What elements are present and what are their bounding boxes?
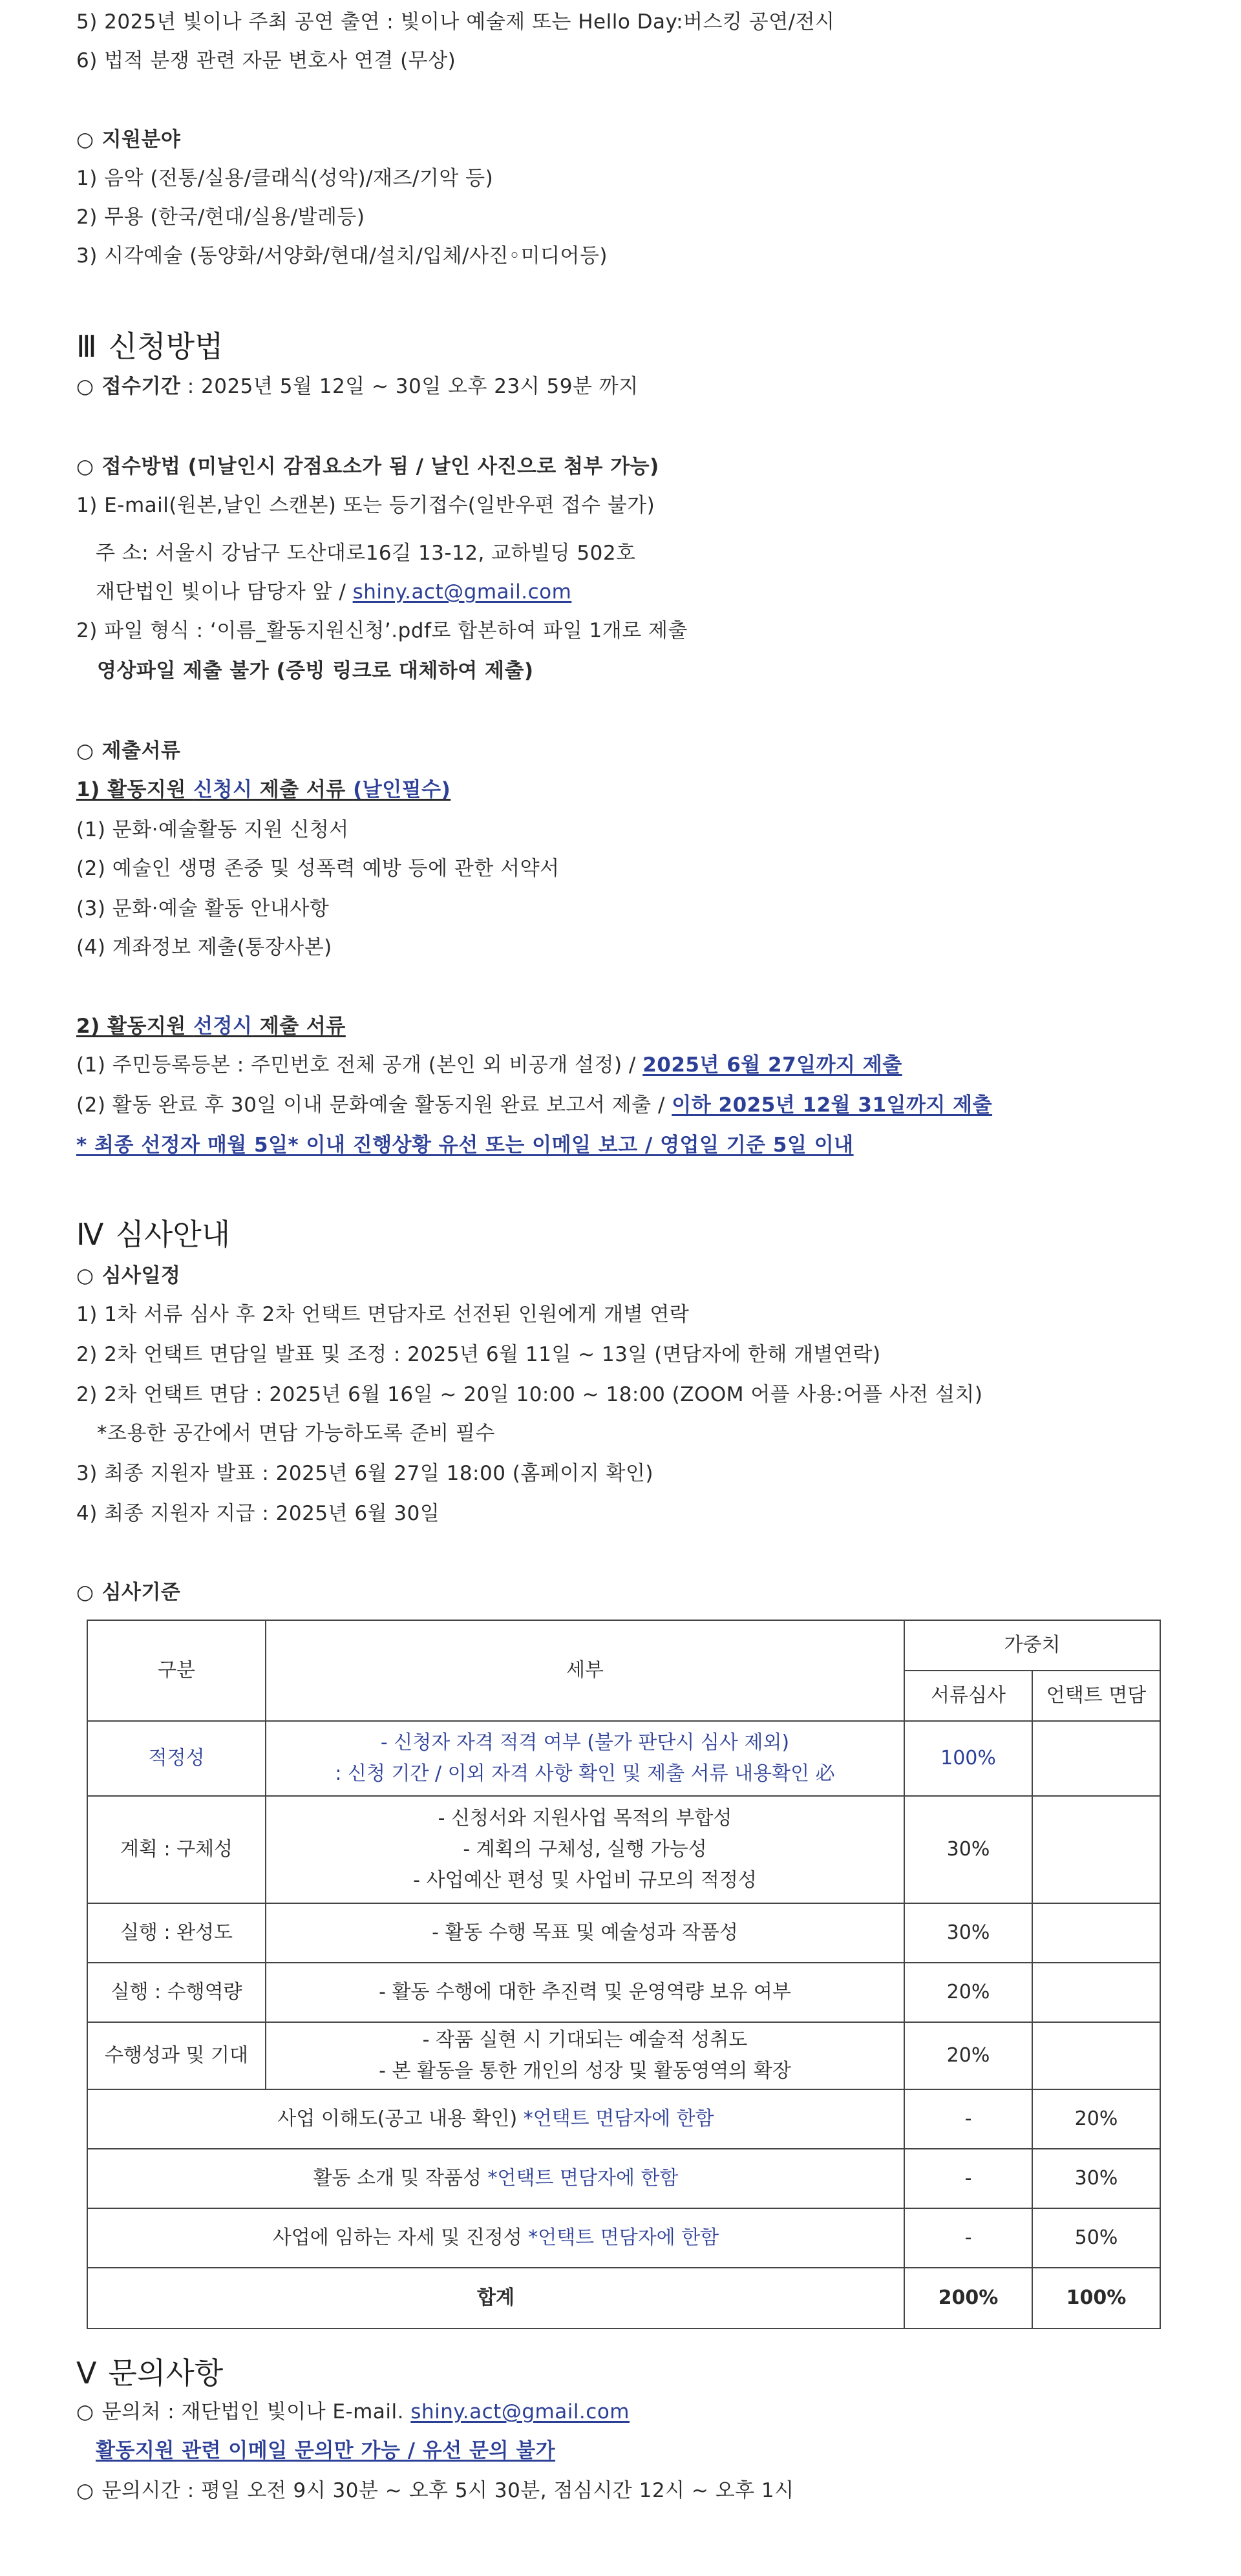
row-detail: - 신청서와 지원사업 목적의 부합성 - 계획의 구체성, 실행 가능성 - 사업예산 편성 및 사업비 규모의 적정성 [266, 1796, 904, 1903]
document-item: (3) 문화·예술 활동 안내사항 [76, 897, 330, 920]
section-4-heading: Ⅳ 심사안내 [76, 1217, 231, 1252]
schedule-item: 2) 2차 언택트 면담일 발표 및 조정 : 2025년 6월 11일 ~ 13일 (면담자에 한해 개별연락) [76, 1343, 881, 1366]
row-category: 수행성과 및 기대 [87, 2022, 266, 2089]
selection-document-item: (1) 주민등록등본 : 주민번호 전체 공개 (본인 외 비공개 설정) / 2025년 6월 27일까지 제출 [76, 1053, 902, 1077]
schedule-item: 4) 최종 지원자 지급 : 2025년 6월 30일 [76, 1502, 440, 1525]
row-untact-weight: 50% [1032, 2208, 1160, 2268]
email-link[interactable]: shiny.act@gmail.com [352, 580, 572, 604]
total-label: 합계 [87, 2268, 904, 2328]
document-item: (2) 예술인 생명 존중 및 성폭력 예방 등에 관한 서약서 [76, 857, 560, 880]
table-row [87, 2149, 1160, 2208]
application-method-subheading: ○ 접수방법 (미날인시 감점요소가 됨 / 날인 사진으로 첨부 가능) [76, 455, 659, 478]
circle-outline-icon: ○ [76, 2400, 94, 2423]
video-note: 영상파일 제출 불가 (증빙 링크로 대체하여 제출) [97, 659, 534, 682]
documents-subheading: ○ 제출서류 [76, 739, 181, 763]
row-category: 실행 : 수행역량 [87, 1963, 266, 2022]
row-detail: - 신청자 자격 적격 여부 (불가 판단시 심사 제외) : 신청 기간 / 이외 자격 사항 확인 및 제출 서류 내용확인 必 [266, 1721, 904, 1796]
fields-item: 3) 시각예술 (동양화/서양화/현대/설치/입체/사진◦미디어등) [76, 244, 608, 268]
header-detail: 세부 [266, 1620, 904, 1721]
document-item: (1) 문화·예술활동 지원 신청서 [76, 818, 349, 841]
row-doc-weight: 20% [904, 1963, 1032, 2022]
row-category: 적정성 [87, 1721, 266, 1796]
fields-subheading: ○ 지원분야 [76, 128, 181, 151]
row-untact-weight [1032, 1721, 1160, 1796]
row-doc-weight: - [904, 2089, 1032, 2149]
row-doc-weight: 20% [904, 2022, 1032, 2089]
header-category: 구분 [87, 1620, 266, 1721]
row-detail: - 활동 수행에 대한 추진력 및 운영역량 보유 여부 [266, 1963, 904, 2022]
table-row [87, 1903, 1160, 1963]
section-3-heading: Ⅲ 신청방법 [76, 329, 224, 364]
method-item-2: 2) 파일 형식 : ‘이름_활동지원신청’.pdf로 합본하여 파일 1개로 제출 [76, 619, 688, 642]
circle-outline-icon: ○ [76, 375, 94, 398]
documents-on-selection-heading: 2) 활동지원 선정시 제출 서류 [76, 1015, 346, 1038]
criteria-table [87, 1620, 1161, 2329]
fields-item: 1) 음악 (전통/실용/클래식(성악)/재즈/기악 등) [76, 167, 494, 190]
total-untact-weight: 100% [1032, 2268, 1160, 2328]
method-item-1: 1) E-mail(원본,날인 스캔본) 또는 등기접수(일반우편 접수 불가) [76, 494, 655, 517]
row-untact-weight [1032, 1903, 1160, 1963]
total-doc-weight: 200% [904, 2268, 1032, 2328]
table-row [87, 1721, 1160, 1796]
circle-outline-icon: ○ [76, 2479, 94, 2502]
documents-on-application-heading: 1) 활동지원 신청시 제출 서류 (날인필수) [76, 778, 451, 801]
contact-note: 활동지원 관련 이메일 문의만 가능 / 유선 문의 불가 [96, 2439, 556, 2462]
row-detail: - 활동 수행 목표 및 예술성과 작품성 [266, 1903, 904, 1963]
row-doc-weight: 100% [904, 1721, 1032, 1796]
row-untact-weight [1032, 1963, 1160, 2022]
row-untact-weight: 30% [1032, 2149, 1160, 2208]
circle-outline-icon: ○ [76, 739, 94, 763]
support-item-6: 6) 법적 분쟁 관련 자문 변호사 연결 (무상) [76, 49, 456, 72]
table-total-row [87, 2268, 1160, 2328]
support-item-5: 5) 2025년 빛이나 주최 공연 출연 : 빛이나 예술제 또는 Hello Day:버스킹 공연/전시 [76, 10, 835, 34]
schedule-item: 2) 2차 언택트 면담 : 2025년 6월 16일 ~ 20일 10:00 ~ 18:00 (ZOOM 어플 사용:어플 사전 설치) [76, 1383, 983, 1406]
schedule-subheading: ○ 심사일정 [76, 1264, 181, 1287]
criteria-subheading: ○ 심사기준 [76, 1581, 181, 1604]
row-untact-weight: 20% [1032, 2089, 1160, 2149]
row-wide-item: 사업에 임하는 자세 및 진정성 *언택트 면담자에 한함 [87, 2208, 904, 2268]
schedule-item: 1) 1차 서류 심사 후 2차 언택트 면담자로 선전된 인원에게 개별 연락 [76, 1303, 690, 1326]
header-weight: 가중치 [904, 1620, 1160, 1671]
table-row [87, 1963, 1160, 2022]
row-doc-weight: - [904, 2208, 1032, 2268]
row-doc-weight: 30% [904, 1796, 1032, 1903]
circle-outline-icon: ○ [76, 1264, 94, 1287]
fields-item: 2) 무용 (한국/현대/실용/발레등) [76, 206, 365, 229]
table-row [87, 2208, 1160, 2268]
schedule-item: 3) 최종 지원자 발표 : 2025년 6월 27일 18:00 (홈페이지 확인) [76, 1462, 654, 1485]
header-untact-interview: 언택트 면담 [1032, 1671, 1160, 1721]
circle-outline-icon: ○ [76, 1581, 94, 1604]
schedule-note: *조용한 공간에서 면담 가능하도록 준비 필수 [97, 1422, 495, 1445]
section-5-heading: Ⅴ 문의사항 [76, 2356, 224, 2391]
row-category: 계획 : 구체성 [87, 1796, 266, 1903]
email-link[interactable]: shiny.act@gmail.com [410, 2400, 630, 2423]
contact-hours: ○ 문의시간 : 평일 오전 9시 30분 ~ 오후 5시 30분, 점심시간 12시 ~ 오후 1시 [76, 2479, 794, 2502]
header-document-review: 서류심사 [904, 1671, 1032, 1721]
row-untact-weight [1032, 2022, 1160, 2089]
row-category: 실행 : 완성도 [87, 1903, 266, 1963]
row-wide-item: 사업 이해도(공고 내용 확인) *언택트 면담자에 한함 [87, 2089, 904, 2149]
table-row [87, 2089, 1160, 2149]
table-row [87, 1796, 1160, 1903]
table-header-row [87, 1620, 1160, 1671]
selection-document-item: (2) 활동 완료 후 30일 이내 문화예술 활동지원 완료 보고서 제출 / 이하 2025년 12월 31일까지 제출 [76, 1093, 993, 1117]
row-detail: - 작품 실현 시 기대되는 예술적 성취도 - 본 활동을 통한 개인의 성장 및 활동영역의 확장 [266, 2022, 904, 2089]
application-period: ○ 접수기간 : 2025년 5월 12일 ~ 30일 오후 23시 59분 까지 [76, 375, 639, 398]
circle-outline-icon: ○ [76, 128, 94, 151]
contact-line: ○ 문의처 : 재단법인 빛이나 E-mail. shiny.act@gmail.com [76, 2400, 630, 2423]
row-untact-weight [1032, 1796, 1160, 1903]
progress-report-note: * 최종 선정자 매월 5일* 이내 진행상황 유선 또는 이메일 보고 / 영업일 기준 5일 이내 [76, 1134, 854, 1157]
row-doc-weight: 30% [904, 1903, 1032, 1963]
table-row [87, 2022, 1160, 2089]
document-item: (4) 계좌정보 제출(통장사본) [76, 936, 332, 959]
mailing-address: 주 소: 서울시 강남구 도산대로16길 13-12, 교하빌딩 502호 [96, 542, 636, 565]
circle-outline-icon: ○ [76, 455, 94, 478]
recipient-line: 재단법인 빛이나 담당자 앞 / shiny.act@gmail.com [96, 580, 572, 604]
row-wide-item: 활동 소개 및 작품성 *언택트 면담자에 한함 [87, 2149, 904, 2208]
row-doc-weight: - [904, 2149, 1032, 2208]
